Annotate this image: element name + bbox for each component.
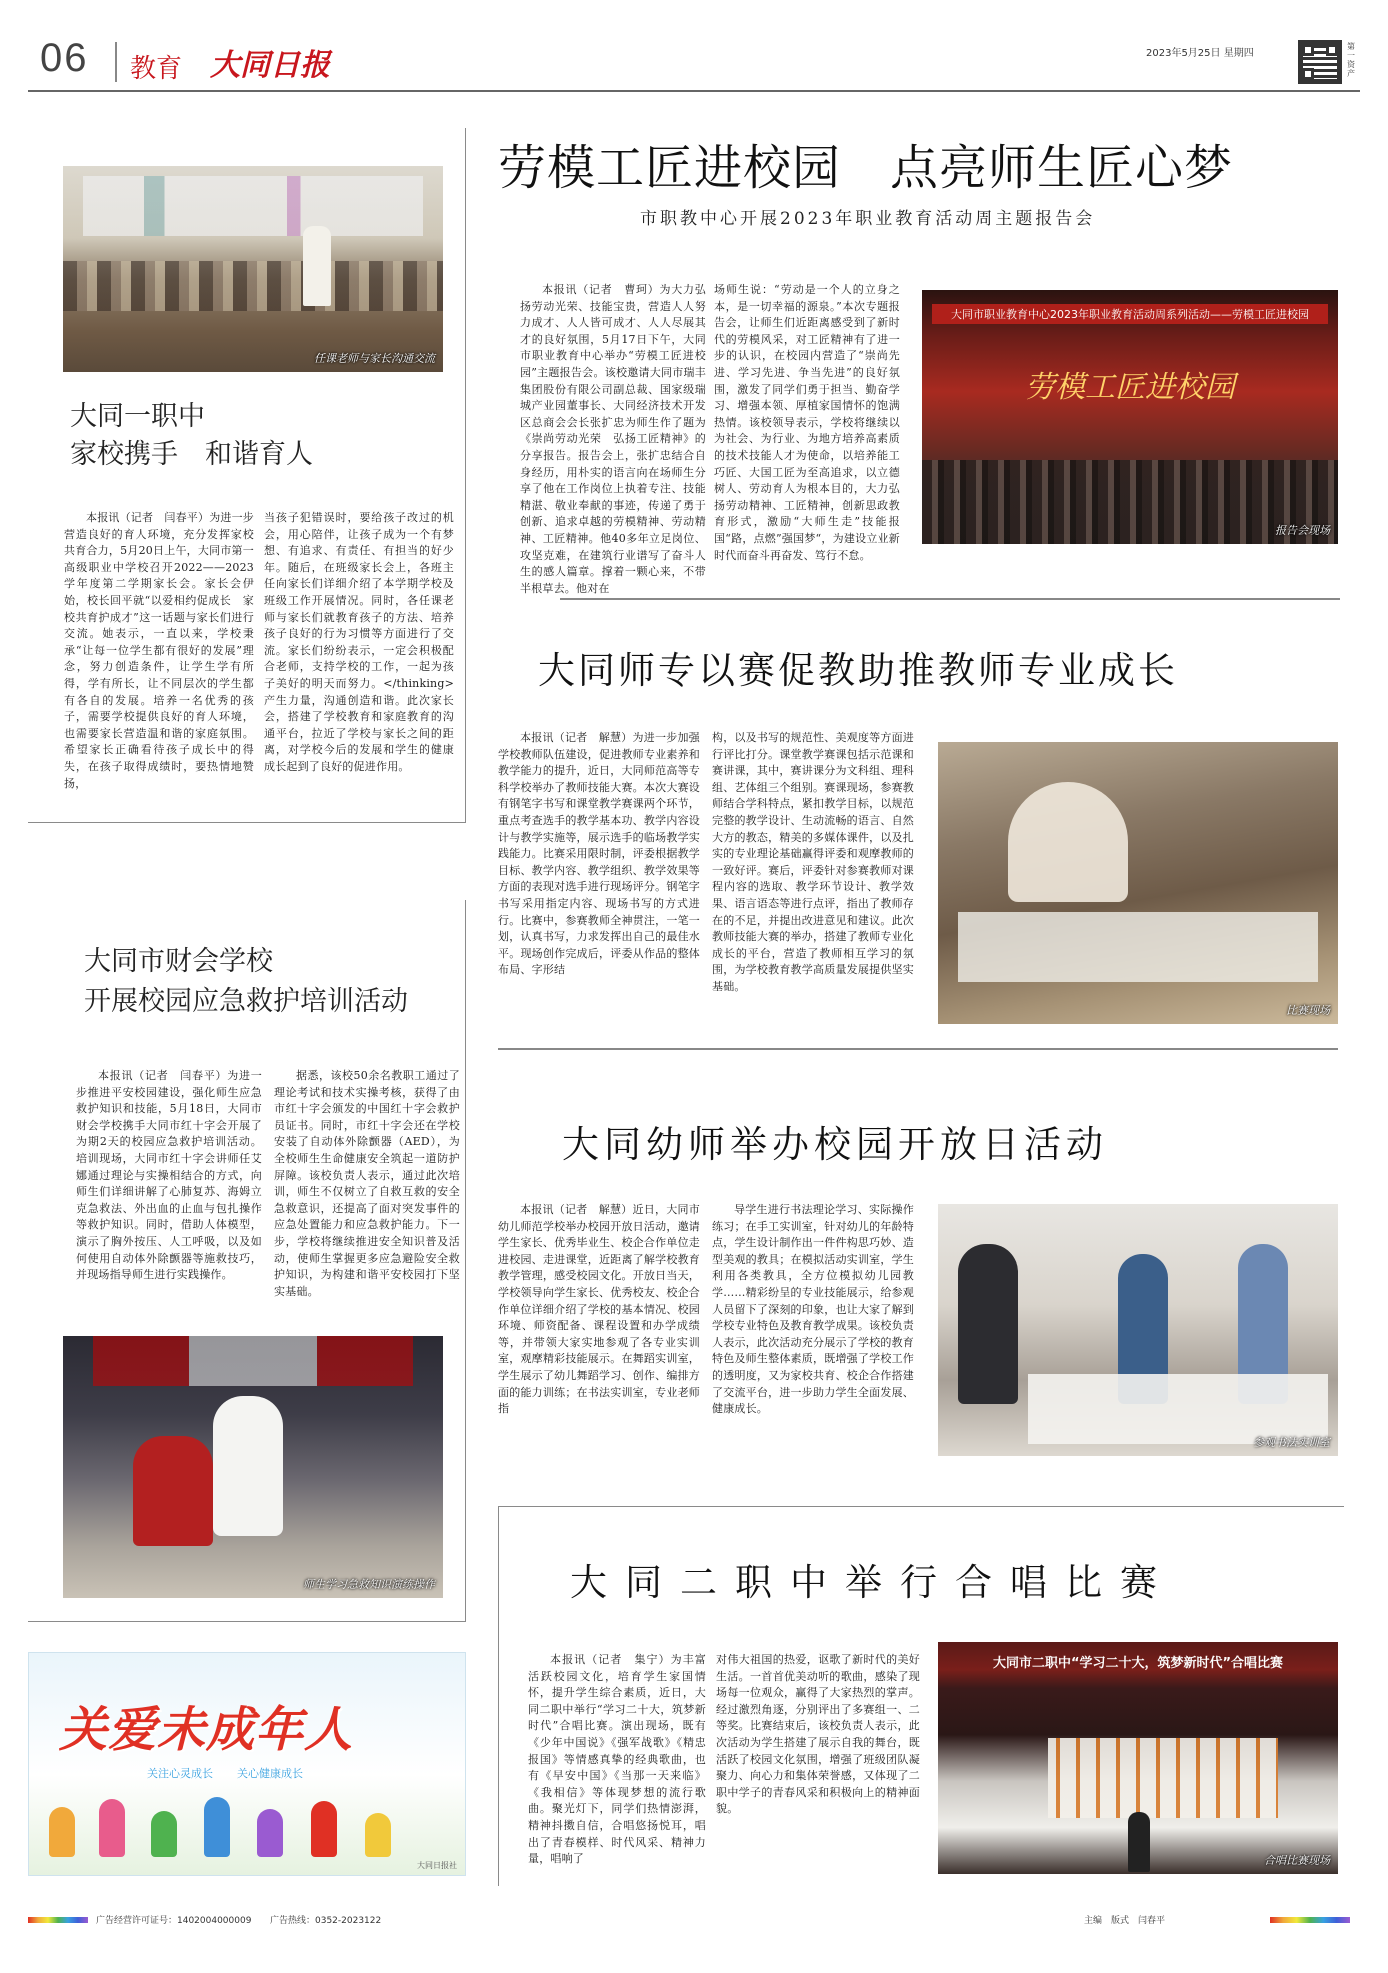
footer-license: 广告经营许可证号：1402004000009 — [96, 1916, 252, 1926]
section-name: 教育 — [130, 54, 183, 84]
footer-color-bar-right — [1270, 1917, 1350, 1923]
left2-col1-text: 本报讯（记者 闫春平）为进一步推进平安校园建设，强化师生应急救护知识和技能，5月18日，大同市财会学校携手大同市红十字会开展了为期2天的校园应急救护培训活动。培训现场，大同市红十字会讲师任艾娜通过理论与实操相结合的方式，向师生们详细讲解了心肺复苏、海姆立克急救法、外出血的止血与包扎操作等救护知识。同时，借助人体模型，演示了胸外按压、人工呼吸，以及如何使用自动体外除颤器等施救技巧，并现场指导师生进行实践操作。 — [76, 1069, 262, 1282]
header-divider — [115, 42, 117, 82]
ad-children-silhouettes — [39, 1793, 457, 1863]
ad-slogan-right: 关心健康成长 — [237, 1767, 303, 1780]
mid1-title: 大同师专以赛促教助推教师专业成长 — [538, 649, 1178, 692]
footer-editor: 主编 版式 闫春平 — [1084, 1916, 1166, 1926]
mid1-col2-text: 构，以及书写的规范性、美观度等方面进行评比打分。课堂教学赛课包括示范课和赛讲课，其中，赛讲课分为文科组、理科组、艺体组三个组别。赛课现场，参赛教师结合学科特点，紧扣教学目标，以规范完整的教学设计、生动流畅的语言、自然大方的教态，精美的多媒体课件，以及扎实的专业理论基础赢得评委和观摩教师的一致好评。赛后，评委针对参赛教师对课程内容的选取、教学环节设计、教学效果、语言语态等进行点评，指出了教师存在的不足，并提出改进意见和建议。此次教师技能大赛的举办，搭建了教师专业化成长的平台，营造了教师相互学习的氛围，为学校教育教学高质量发展提供坚实基础。 — [712, 731, 914, 993]
left1-title — [70, 398, 450, 474]
main-column-1 — [520, 282, 706, 595]
mid2-title: 大同幼师举办校园开放日活动 — [562, 1123, 1108, 1166]
ad-title: 关爱未成年人 — [59, 1702, 354, 1758]
photo-caption: 师生学习急救知识演练操作 — [303, 1578, 435, 1591]
left2-title-line2: 开展校园应急救护培训活动 — [84, 986, 408, 1017]
mid3-title: 大同二职中举行合唱比赛 — [570, 1561, 1175, 1604]
main-bottom-rule — [560, 598, 1340, 600]
header-rule — [28, 90, 1360, 92]
left1-column-2 — [264, 510, 454, 808]
left2-column-1 — [76, 1068, 262, 1300]
photo-stage-text: 劳模工匠进校园 — [1025, 370, 1235, 405]
mid1-bottom-rule — [498, 1048, 1338, 1050]
classroom-photo — [63, 166, 443, 372]
main-column-2 — [714, 282, 900, 586]
page-header — [0, 0, 1388, 96]
mid2-column-2 — [712, 1202, 914, 1447]
left1-col1-text: 本报讯（记者 闫春平）为进一步营造良好的育人环境，充分发挥家校共育合力，5月20日上午，大同市第一高级职业中学校召开2022——2023学年度第二学期家长会。家长会伊始，校长回平就“以爱相约促成长 家校共育护成才”这一话题与家长们进行交流。她表示，一直以来，学校秉承“让每一位学生都有很好的发展”理念，努力创造条件，让学生学有所得，学有所长，让不同层次的学生都有各自的发展。培养一名优秀的孩子，需要学校提供良好的育人环境，也需要家长营造温和谐的家庭氛围。希望家长正确看待孩子成长中的得失，在孩子取得成绩时，要热情地赞扬， — [64, 511, 254, 790]
page-number: 06 — [40, 36, 89, 80]
photo-caption: 比赛现场 — [1286, 1004, 1330, 1017]
photo-caption: 参观书法实训室 — [1253, 1436, 1330, 1449]
photo-caption: 报告会现场 — [1275, 524, 1330, 537]
open-day-photo — [938, 1204, 1338, 1456]
left1-title-line2: 家校携手 和谐育人 — [70, 439, 313, 470]
photo-banner: 大同市二职中“学习二十大，筑梦新时代”合唱比赛 — [992, 1656, 1284, 1671]
left2-title-line1: 大同市财会学校 — [84, 946, 273, 977]
first-aid-photo — [63, 1336, 443, 1598]
main-col1-text: 本报讯（记者 曹珂）为大力弘扬劳动光荣、技能宝贵，营造人人努力成才、人人皆可成才、人人尽展其才的良好氛围，5月17日下午，大同市职业教育中心举办“劳模工匠进校园”主题报告会。该校邀请大同市瑞丰集团股份有限公司副总裁、国家级瑞城产业园董事长、大同经济技术开发区总商会会长张扩忠为师生作了题为《崇尚劳动光荣 弘扬工匠精神》的分享报告。报告会上，张扩忠结合自身经历，用朴实的语言向在场师生分享了他在工作岗位上执着专注、技能精湛、敬业奉献的事迹，传递了勇于创新、追求卓越的劳模精神、劳动精神、工匠精神。他40多年立足岗位、攻坚克难，在建筑行业谱写了奋斗人生的感人篇章。撑着一颗心来，不带半根草去。他对在 — [520, 283, 706, 595]
main-title: 劳模工匠进校园 点亮师生匠心梦 — [498, 140, 1234, 196]
photo-banner: 大同市职业教育中心2023年职业教育活动周系列活动——劳模工匠进校园 — [932, 304, 1328, 324]
photo-caption: 合唱比赛现场 — [1264, 1854, 1330, 1867]
qr-code — [1298, 40, 1342, 84]
mid2-col1-text: 本报讯（记者 解慧）近日，大同市幼儿师范学校举办校园开放日活动，邀请学生家长、优秀毕业生、校企合作单位走进校园、走进课堂，近距离了解学校教育教学管理，感受校园文化。开放日当天，学校领导向学生家长、优秀校友、校企合作单位详细介绍了学校的基本情况、校园环境、师资配备、课程设置和办学成绩等，并带领大家实地参观了各专业实训室，观摩精彩技能展示。在舞蹈实训室，学生展示了幼儿舞蹈学习、创作、编排方面的能力训练；在书法实训室，专业老师指 — [498, 1203, 700, 1416]
mid2-column-1 — [498, 1202, 700, 1447]
mid3-col1-text: 本报讯（记者 集宁）为丰富活跃校园文化，培育学生家国情怀，提升学生综合素质，近日，大同二职中举行“学习二十大，筑梦新时代”合唱比赛。演出现场，既有《少年中国说》《强军战歌》《精忠报国》等情感真挚的经典歌曲，也有《早安中国》《当那一天来临》《我相信》等体现梦想的流行歌曲。聚光灯下，同学们热情澎湃，精神抖擞自信，合唱悠扬悦耳，唱出了青春模样、时代风采、精神力量，唱响了 — [528, 1653, 706, 1866]
mid1-col1-text: 本报讯（记者 解慧）为进一步加强学校教师队伍建设，促进教师专业素养和教学能力的提升，近日，大同师范高等专科学校举办了教师技能大赛。本次大赛设有钢笔字书写和课堂教学赛课两个环节，重点考查选手的教学基本功、教学内容设计与教学实施等，展示选手的临场教学实践能力。比赛采用限时制，评委根据教学目标、教学内容、教学组织、教学效果等方面的表现对选手进行现场评分。钢笔字书写采用指定内容、现场书写的方式进行。比赛中，参赛教师全神贯注，一笔一划，认真书写，力求发挥出自己的最佳水平。现场创作完成后，评委从作品的整体布局、字形结 — [498, 731, 700, 977]
mid1-column-1 — [498, 730, 700, 1035]
side-label: 第一资产 — [1347, 42, 1355, 78]
ad-slogan-left: 关注心灵成长 — [147, 1767, 213, 1780]
chorus-photo — [938, 1642, 1338, 1874]
main-col2-text: 场师生说：“劳动是一个人的立身之本，是一切幸福的源泉。”本次专题报告会，让师生们近距离感受到了新时代的劳模风采，对工匠精神有了进一步的认识，在校园内营造了“崇尚先进、学习先进、争当先进”的良好氛围，激发了同学们勇于担当、勤奋学习、增强本领、厚植家国情怀的饱满热情。该校领导表示，学校将继续以为社会、为行业、为地方培养高素质的技术技能人才为使命，以培养能工巧匠、大国工匠为至高追求，以立德树人、劳动育人为根本目的，大力弘扬劳动精神、工匠精神，创新思政教育形式，激励“大师生走”技能报国“路，点燃”强国梦“，为建设立业新时代而奋斗再奋发、笃行不怠。 — [714, 283, 900, 562]
ad-panel — [28, 1652, 466, 1876]
left1-title-line1: 大同一职中 — [70, 401, 205, 432]
left2-column-2 — [274, 1068, 460, 1300]
mid3-column-2 — [716, 1652, 920, 1872]
mid3-col2-text: 对伟大祖国的热爱，讴歌了新时代的美好生活。一首首优美动听的歌曲，感染了现场每一位观众，赢得了大家热烈的掌声。经过激烈角逐，分别评出了多赛组一、二等奖。比赛结束后，该校负责人表示，此次活动为学生搭建了展示自我的舞台，既活跃了校园文化氛围，增强了班级团队凝聚力、向心力和集体荣誉感，又体现了二职中学子的青春风采和积极向上的精神面貌。 — [716, 1653, 920, 1816]
left2-col2-text: 据悉，该校50余名教职工通过了理论考试和技术实操考核，获得了由市红十字会颁发的中国红十字会救护员证书。同时，市红十字会还在学校安装了自动体外除颤器（AED），为全校师生生命健康安全筑起一道防护屏障。该校负责人表示，通过此次培训，师生不仅树立了自救互救的安全急救意识，还提高了面对突发事件的应急处置能力和应急救护能力。下一步，学校将继续推进安全知识普及活动，使师生掌握更多应急避险安全救护知识，为构建和谐平安校园打下坚实基础。 — [274, 1069, 460, 1298]
footer-hotline: 广告热线：0352-2023122 — [270, 1916, 382, 1926]
mid1-column-2 — [712, 730, 914, 1035]
left2-title — [84, 942, 464, 1022]
mid2-col2-text: 导学生进行书法理论学习、实际操作练习；在手工实训室，针对幼儿的年龄特点，学生设计制作出一件件构思巧妙、造型美观的教具；在模拟活动实训室，学生利用各类教具，全方位模拟幼儿园教学……精彩纷呈的专业技能展示，给参观人员留下了深刻的印象，也让大家了解到学校专业特色及教育教学成果。该校负责人表示，此次活动充分展示了学校的教育特色及师生整体素质，既增强了学校工作的透明度，又为家校共育、校企合作搭建了交流平台，进一步助力学生全面发展、健康成长。 — [712, 1203, 914, 1416]
footer-color-bar-left — [28, 1917, 88, 1923]
left1-col2-text: 当孩子犯错误时，要给孩子改过的机会，用心陪伴，让孩子成为一个有梦想、有追求、有责任、有担当的好少年。随后，在班级家长会上，各班主任向家长们详细介绍了本学期学校及班级工作开展情况。同时，各任课老师与家长们就教育孩子的方法、培养孩子良好的行为习惯等方面进行了交流。家长们纷纷表示，一定会积极配合老师，支持学校的工作，一起为孩子美好的明天而努力。</thinking>产生力量，沟通创造和谐。此次家长会，搭建了学校教育和家庭教育的沟通平台，拉近了学校与家长之间的距离，对学校今后的发展和学生的健康成长起到了良好的促进作用。 — [264, 511, 454, 773]
date-line: 2023年5月25日 星期四 — [1146, 48, 1254, 59]
report-meeting-photo — [922, 290, 1338, 544]
masthead-logo: 大同日报 — [210, 48, 330, 83]
mid3-column-1 — [528, 1652, 706, 1872]
ad-credit: 大同日报社 — [417, 1861, 457, 1870]
left1-column-1 — [64, 510, 254, 808]
photo-caption: 任课老师与家长沟通交流 — [314, 352, 435, 365]
main-subtitle: 市职教中心开展2023年职业教育活动周主题报告会 — [640, 209, 1096, 229]
contest-photo — [938, 742, 1338, 1024]
